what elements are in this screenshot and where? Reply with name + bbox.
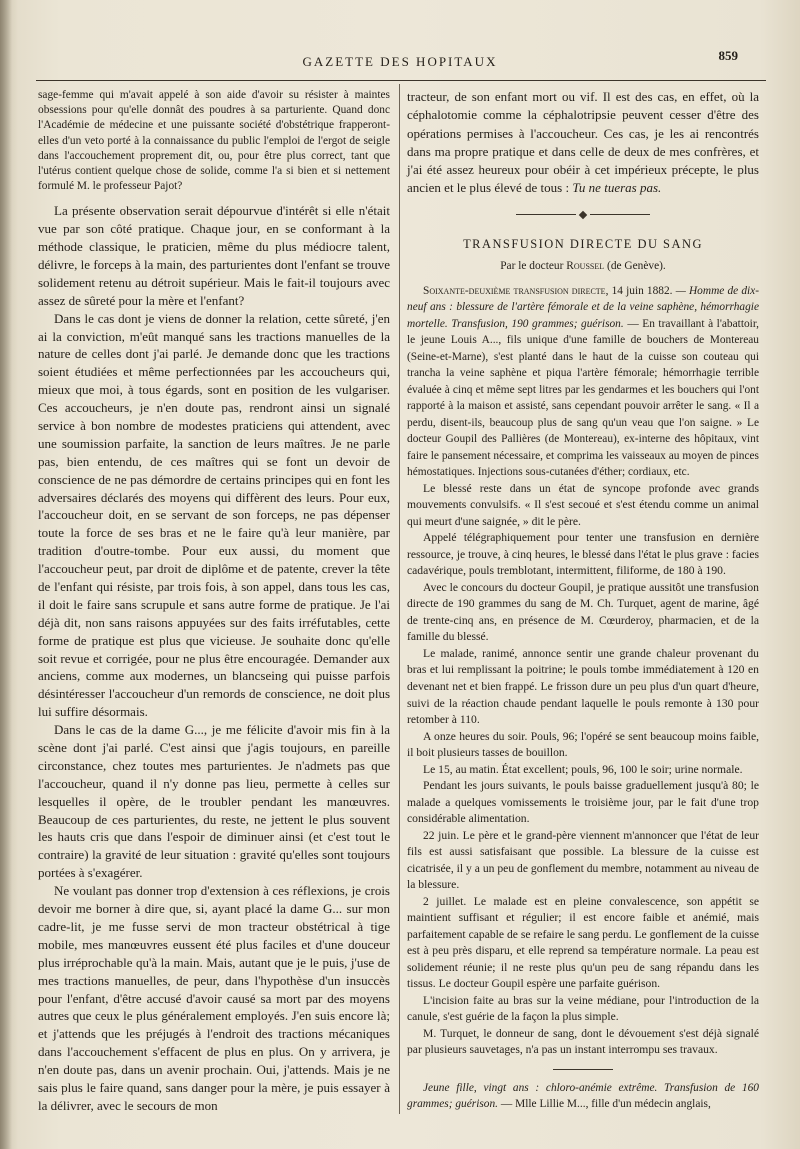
paragraph: Dans le cas dont je viens de donner la relation, cette sûreté, j'en ai la conviction, m'eût manqué sans les tractions manuelles de la nature de celles dont j'ai parlé. Je demande donc que les tractions soient étudiées et même perfectionnées par les accoucheurs qui, mieux que moi, à tous égards, sont en position de les vulgariser. Ces accoucheurs, je n'en doute pas, rendront ainsi un signalé service à bon nombre de modestes praticiens qui attendent, avec une soumission parfaite, la sanction de leurs maîtres. Je ne parle pas, bien entendu, de ces maîtres qui se font un devoir de conscience de ne pas démordre de certains principes qui en font les adversaires déclarés des moyens qui diffèrent des leurs. Pour eux, l'accoucheur doit, en se servant de son forceps, ne pas dépenser toute la force de ses bras et ne le faire qu'à leur manière, par tradition d'outre-tombe. Pour eux aussi, du moment que l'accoucheur peut, par droit de diplôme et de patente, crever la tête de l'enfant qui résiste, par trois fois, à son appel, dans tous les cas, il doit le faire sans scrupule et sans autre forme de pratique. Je l'ai déjà dit, non sans raisons appuyées sur des faits irréfutables, cette forme de pratique est plus que vicieuse. Je souhaite donc qu'elle soit revue et corrigée, pour ne plus être encouragée. Demander aux anciens, comme aux modernes, un blancseing qui puisse parfois désintéresser l'accoucheur d'un remords de conscience, ne doit plus lui suffire désormais. — [38, 310, 390, 720]
case-summary: Jeune fille, vingt ans : chloro-anémie extrême. Transfusion de 160 grammes; guérison. — [407, 1081, 759, 1111]
paragraph: L'incision faite au bras sur la veine médiane, pour l'introduction de la canule, s'est guérie de la façon la plus simple. — [407, 993, 759, 1024]
byline-prefix: Par le docteur — [500, 260, 564, 273]
section-title: TRANSFUSION DIRECTE DU SANG — [463, 236, 703, 251]
paragraph: Appelé télégraphiquement pour tenter une transfusion en dernière ressource, je trouve, à cinq heures, le blessé dans l'état le plus grave : facies cadavérique, pouls tremblotant, intermittent, filiforme, de 180 à 190. — [407, 531, 759, 578]
paragraph: 2 juillet. Le malade est en pleine convalescence, son appétit se maintient suffisant et régulier; il est encore faible et anémié, mais parfaitement capable de se refaire le sang perdu. Le gonflement de la cuisse est à peu près disparu, et elle reprend sa température normale. La peau est solidement réunie; il ne reste plus qu'un peu de sang répandu dans les tissus. Le docteur Goupil espère une parfaite guérison. — [407, 894, 759, 991]
paragraph: Le blessé reste dans un état de syncope profonde avec grands mouvements convulsifs. « Il s'est secoué et s'est étendu comme un animal qui meurt d'une saignée, » dit le père. — [407, 481, 759, 528]
paragraph: Le 15, au matin. État excellent; pouls, 96, 100 le soir; urine normale. — [423, 762, 743, 776]
ornament-line — [590, 214, 650, 215]
paragraph: M. Turquet, le donneur de sang, dont le dévouement s'est déjà signalé par plusieurs sauvetages, n'a pas un instant interrompu ses travaux. — [407, 1026, 759, 1057]
separator-rule — [553, 1069, 613, 1070]
paragraph: 22 juin. Le père et le grand-père viennent m'annoncer que l'état de leur fils est aussi satisfaisant que possible. La blessure de la cuisse est cicatrisée, il y a un peu de gonflement du membre, notamment au niveau de la blessure. — [407, 828, 759, 892]
paragraph: Avec le concours du docteur Goupil, je pratique aussitôt une transfusion directe de 190 grammes du sang de M. Ch. Turquet, agent de marine, âgé de trente-cinq ans, en présence de M. Cœurderoy, pharmacien, et de la famille du blessé. — [407, 580, 759, 644]
paragraph: Dans le cas de la dame G..., je me félicite d'avoir mis fin à la scène dont j'ai parlé. C'est ainsi que j'agis toujours, en pareille circonstance, chez toutes mes parturientes. Je n'admets pas que l'accoucheur, quand il n'y donne pas lieu, permette à celles sur lesquelles il opère, de le troubler pendant les manœuvres. Beaucoup de ces parturientes, du reste, ne jettent le plus souvent les hauts cris que dans l'espoir de diminuer ainsi (et c'est tout le contraire) la gravité de leur situation : gravité qu'elles sont toujours portées à s'exagérer. — [38, 722, 390, 881]
intro-italic: Tu ne tueras pas. — [572, 180, 662, 196]
ornament-diamond-icon — [579, 210, 587, 218]
case-summary: — Homme de dix-neuf ans : blessure de l'artère fémorale et de la veine saphène, hémorrhagie mortelle. Transfusion, 190 grammes; guérison. — [407, 284, 760, 330]
section-ornament — [407, 212, 759, 218]
byline — [407, 258, 759, 275]
binding-shadow — [0, 0, 12, 1149]
running-title: GAZETTE DES HOPITAUX — [302, 54, 498, 69]
case-text: — En travaillant à l'abattoir, le jeune Louis A..., fils unique d'une famille de bouchers de Montereau (Seine-et-Marne), s'est planté dans le haut de la cuisse son couteau qui trancha la veine saphène et piqua l'artère fémorale; hémorrhagie terrible évaluée à cinq et même sept litres par les gendarmes et les bouchers qui l'ont rapporté à la maison et assisté, sans cependant pouvoir arrêter le sang. « Il a perdu, disent-ils, beaucoup plus de sang qu'un veau que l'on saigne. » Le docteur Goupil des Pallières (de Montereau), ex-interne des hôpitaux, vint faire le pansement nécessaire, et comprima les vaisseaux au moyen de pinces hémostatiques. Injections sous-cutanées d'éther; cordiaux, etc. — [407, 317, 760, 479]
paragraph: sage-femme qui m'avait appelé à son aide d'avoir su résister à maintes obsessions pour qu'elle donnât des poudres à sa parturiente. Quand donc l'Académie de médecine et une puissante société d'obstétrique frapperont-elles d'un veto porté à la connaissance du public l'emploi de l'ergot de seigle dans l'accouchement proprement dit, ou, pour être plus correct, tant que l'utérus contient quelque chose de solide, comme l'a si bien et si nettement formulé M. le professeur Pajot? — [38, 89, 390, 193]
paragraph — [407, 88, 759, 198]
page-number: 859 — [718, 48, 738, 63]
paragraph: A onze heures du soir. Pouls, 96; l'opéré se sent beaucoup moins faible, il boit plusieurs tasses de bouillon. — [407, 729, 759, 760]
ornament-line — [516, 214, 576, 215]
paragraph — [407, 283, 759, 481]
case-text: — Mlle Lillie M..., fille d'un médecin anglais, — [500, 1098, 711, 1111]
case-label: Soixante-deuxième transfusion directe, — [423, 284, 609, 297]
paragraph: Ne voulant pas donner trop d'extension à ces réflexions, je crois devoir me borner à dire que, si, ayant placé la dame G... sur mon cadre-lit, je me fusse servi de mon tracteur obstétrical à tige mobile, mes manœuvres eussent été plus faciles et d'une douceur plus irréprochable qu'à la main. Mais, autant que je le puis, j'use de mes tractions manuelles, de peur, dans l'hypothèse d'un insuccès pour l'enfant, d'être accusé d'avoir causé sa mort par des moyens autres que ceux le plus généralement employés. J'en suis encore là; et j'attends que les préjugés à l'endroit des tractions mécaniques dans l'accouchement s'effacent de plus en plus. On y arrivera, je n'en doute pas, dans un avenir prochain. Oui, j'attends. Mais je ne sais plus le faire quand, sans danger pour la mère, je puis essayer à la délivrer, avec le secours de mon — [38, 883, 390, 1113]
intro-text: tracteur, de son enfant mort ou vif. Il est des cas, en effet, où la céphalotomie comme la céphalotripsie peuvent cesser d'être des opérations permises à l'accoucheur. Ces cas, je les ai rencontrés dans ma propre pratique et dans celle de deux de mes confrères, et j'ai été assez heureux pour obéir à cet impérieux précepte, le plus ancien et le plus élevé de tous : — [407, 89, 759, 196]
case-date: 14 juin 1882. — [611, 284, 673, 297]
byline-suffix: (de Genève). — [607, 260, 666, 273]
paragraph — [407, 1080, 759, 1113]
header-rule — [36, 80, 766, 81]
page-header — [0, 50, 800, 70]
paragraph: Pendant les jours suivants, le pouls baisse graduellement jusqu'à 80; le malade a quelques vomissements le troisième jour, par le fait d'une trop considérable alimentation. — [407, 779, 759, 826]
byline-author: Roussel — [566, 260, 605, 273]
paragraph: La présente observation serait dépourvue d'intérêt si elle n'était vue par son côté pratique. Chaque jour, en se conformant à la méthode classique, le praticien, même du plus médiocre talent, délivre, le forceps à la main, des parturientes dont l'enfant se trouve solidement retenu au détroit supérieur. Mais le fait-il toujours avec assez de sûreté pour la mère et l'enfant? — [38, 203, 390, 308]
left-column — [38, 88, 390, 1115]
column-divider — [399, 84, 400, 1114]
paragraph: Le malade, ranimé, annonce sentir une grande chaleur provenant du bras et lui remplissant la poitrine; le pouls tombe immédiatement à 120 en devenant net et bien frappé. Le frisson dure un peu plus d'un quart d'heure, suivi de la réaction chaude pendant laquelle le pouls remonte à 130 pour retomber à 110. — [407, 646, 759, 727]
right-column — [407, 88, 759, 1113]
